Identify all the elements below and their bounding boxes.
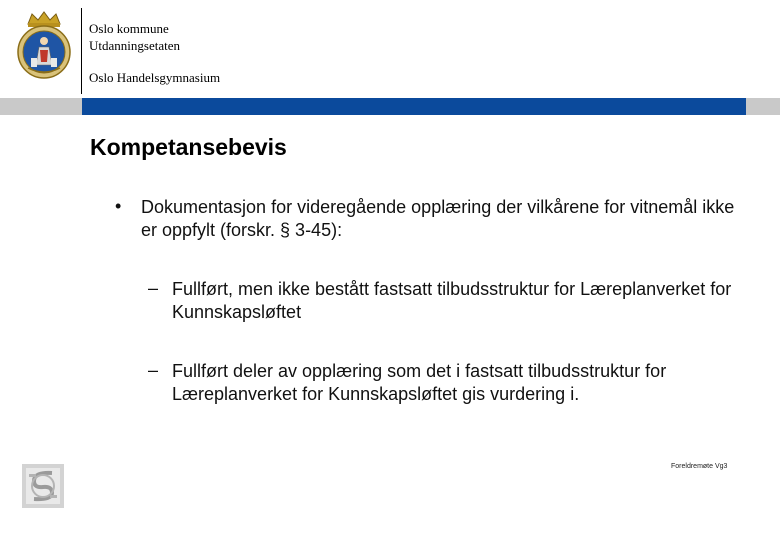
org-department: Utdanningsetaten [89,38,180,53]
bullet-marker: • [115,196,122,216]
header-band-left [0,98,82,115]
header-band-right [746,98,780,115]
subbullet-text: Fullført, men ikke bestått fastsatt tilbudsstruktur for Læreplanverket for Kunnskapsløftet [172,279,732,322]
bullet-text: Dokumentasjon for videregående opplæring der vilkårene for vitnemål ikke er oppfylt (forskr. § 3-45): [141,197,735,240]
footer-text: Foreldremøte Vg3 [671,463,728,470]
dash-marker: – [148,360,159,380]
header-band [82,98,746,115]
school-name: Oslo Handelsgymnasium [89,70,221,85]
org-name: Oslo kommune [89,21,169,36]
subbullet-text: Fullført deler av opplæring som det i fastsatt tilbudsstruktur for Læreplanverket for Kunnskapsløftet gis vurdering i. [172,361,667,404]
oslo-kommune-mark-icon [22,464,64,508]
oslo-coat-of-arms-icon [14,10,74,82]
header-divider [81,8,82,94]
slide-title: Kompetansebevis [90,134,287,160]
dash-marker: – [148,278,159,298]
